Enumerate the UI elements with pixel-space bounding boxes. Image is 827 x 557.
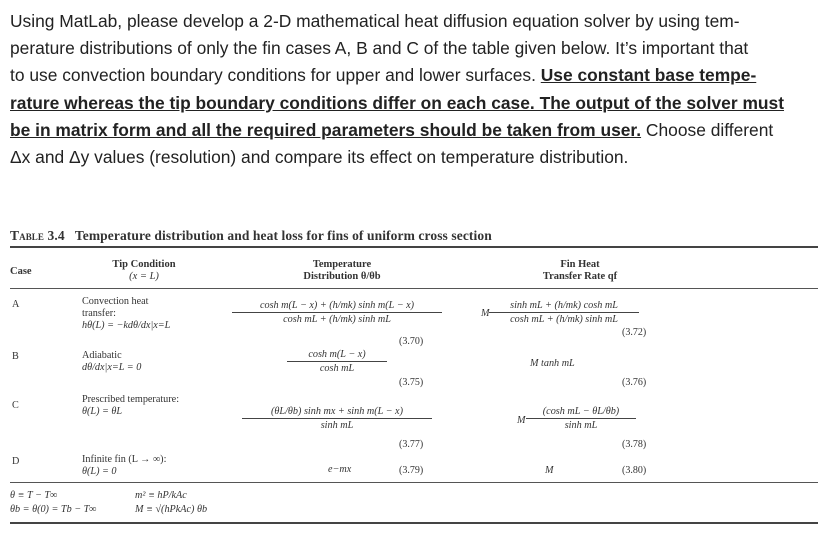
row-d-tip-1: Infinite fin (L → ∞):	[82, 454, 167, 465]
row-c-tip-2: θ(L) = θL	[82, 406, 123, 417]
question-line-3	[10, 62, 816, 89]
row-a-heat-fraction	[489, 300, 639, 325]
row-c-temp-denominator: sinh mL	[320, 420, 354, 431]
row-c-temp-numerator: (θL/θb) sinh mx + sinh m(L − x)	[242, 406, 432, 419]
row-b-temp-numerator: cosh m(L − x)	[287, 349, 387, 362]
row-c-heat-denominator: sinh mL	[564, 420, 598, 431]
question-line-4-emphasis: rature whereas the tip boundary conditions differ on each case. The output of the solver must	[10, 92, 785, 113]
row-b-heat-eq: (3.76)	[622, 377, 647, 388]
question-text	[10, 8, 816, 171]
row-d-tip-2: θ(L) = 0	[82, 466, 117, 477]
table-header-rule	[10, 288, 818, 289]
question-line-5	[10, 117, 816, 144]
row-a-heat-eq: (3.72)	[622, 327, 647, 338]
table-caption-label: Table 3.4	[10, 228, 65, 243]
header-tip-line1: Tip Condition	[112, 259, 176, 270]
row-a-heat-prefix: M	[481, 308, 490, 319]
row-c-temp-fraction	[242, 406, 432, 431]
row-b-tip-1: Adiabatic	[82, 350, 122, 361]
row-a-tip-1: Convection heat	[82, 296, 149, 307]
header-temp-line2: Distribution θ/θb	[303, 271, 381, 282]
row-b-case: B	[12, 351, 19, 362]
row-c-heat-prefix: M	[517, 415, 526, 426]
row-d-temp-eq: (3.79)	[399, 465, 424, 476]
row-a-case: A	[12, 299, 20, 310]
row-b-temp-eq: (3.75)	[399, 377, 424, 388]
row-b-tip-2: dθ/dx|x=L = 0	[82, 362, 142, 373]
row-b-temp-fraction	[287, 349, 387, 374]
question-line-1: Using MatLab, please develop a 2-D mathematical heat diffusion equation solver by using tem-	[10, 11, 740, 31]
header-heat-line1: Fin Heat	[560, 259, 600, 270]
question-line-3-emphasis: Use constant base tempe-	[540, 65, 757, 86]
row-c-case: C	[12, 400, 19, 411]
row-d-case: D	[12, 456, 20, 467]
header-tip-line2: (x = L)	[129, 271, 159, 282]
row-a-temp-eq: (3.70)	[399, 336, 424, 347]
row-c-heat-eq: (3.78)	[622, 439, 647, 450]
row-a-heat-denominator: cosh mL + (h/mk) sinh mL	[510, 314, 618, 325]
question-line-3-text: to use convection boundary conditions for upper and lower surfaces.	[10, 65, 536, 86]
row-c-heat-fraction	[526, 406, 636, 431]
footnote-m-squared: m² ≡ hP/kAc	[135, 490, 187, 501]
header-heat-line2: Transfer Rate qf	[542, 271, 618, 282]
row-c-temp-eq: (3.77)	[399, 439, 424, 450]
footnote-theta-b: θb = θ(0) = Tb − T∞	[10, 504, 97, 515]
row-a-tip-2: transfer:	[82, 308, 116, 319]
row-a-temp-fraction	[232, 300, 442, 325]
question-line-5-emphasis: be in matrix form and all the required parameters should be taken from user.	[10, 119, 642, 140]
row-b-temp-denominator: cosh mL	[319, 363, 355, 374]
row-d-heat-eq: (3.80)	[622, 465, 647, 476]
table-caption	[10, 228, 492, 244]
row-a-temp-numerator: cosh m(L − x) + (h/mk) sinh m(L − x)	[232, 300, 442, 313]
table-footer-rule	[10, 482, 818, 483]
row-c-heat-numerator: (cosh mL − θL/θb)	[526, 406, 636, 419]
question-line-6: Δx and Δy values (resolution) and compare its effect on temperature distribution.	[10, 147, 629, 168]
row-d-temp-expr: e−mx	[328, 464, 352, 475]
question-line-2: perature distributions of only the fin cases A, B and C of the table given below. It’s important that	[10, 38, 749, 59]
row-c-tip-1: Prescribed temperature:	[82, 394, 180, 405]
row-b-heat-expr: M tanh mL	[530, 358, 575, 369]
row-a-temp-denominator: cosh mL + (h/mk) sinh mL	[283, 314, 391, 325]
question-line-5-text: Choose different	[645, 119, 774, 140]
header-case: Case	[10, 266, 32, 277]
table-caption-text: Temperature distribution and heat loss for fins of uniform cross section	[74, 228, 492, 243]
row-a-heat-numerator: sinh mL + (h/mk) cosh mL	[489, 300, 639, 313]
table-bottom-rule	[10, 522, 818, 524]
header-temp-line1: Temperature	[312, 259, 372, 270]
row-d-heat-expr: M	[545, 465, 554, 476]
table-top-rule	[10, 246, 818, 248]
footnote-theta: θ ≡ T − T∞	[10, 490, 58, 501]
footnote-big-m: M ≡ √(hPkAc) θb	[135, 504, 208, 515]
row-a-tip-3: hθ(L) = −kdθ/dx|x=L	[82, 320, 171, 331]
